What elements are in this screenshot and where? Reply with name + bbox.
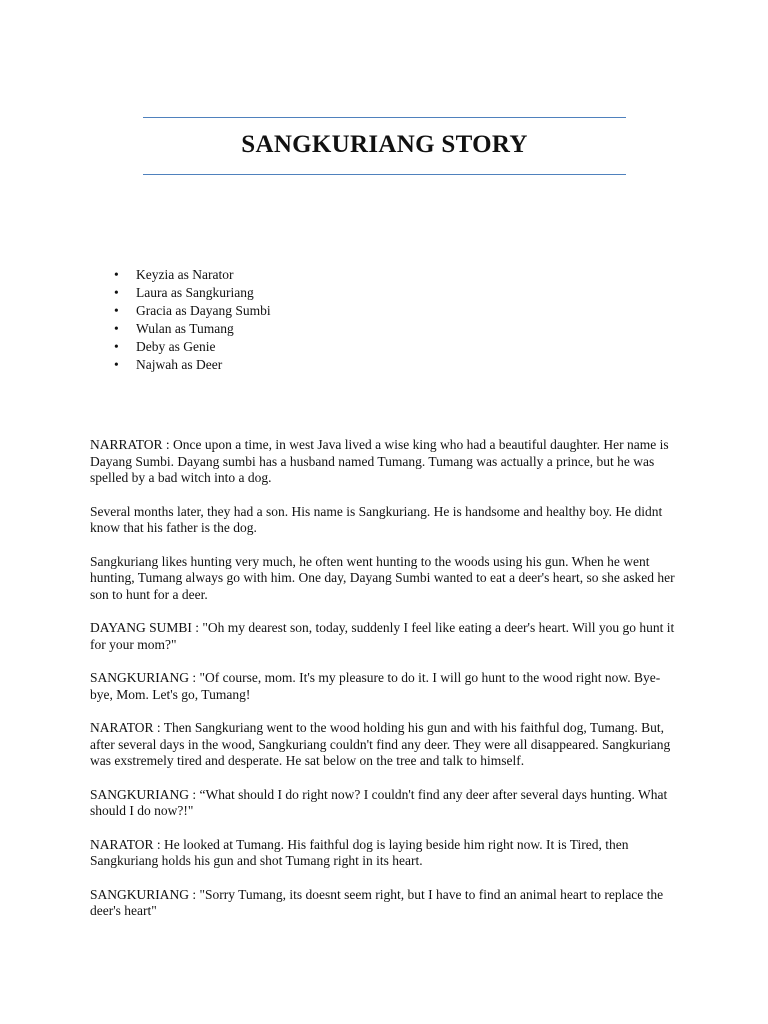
bullet-icon: •	[114, 303, 119, 318]
bullet-icon: •	[114, 321, 119, 336]
cast-list-item	[110, 302, 271, 320]
bullet-icon: •	[114, 285, 119, 300]
title-top-rule	[143, 117, 626, 118]
cast-entry: Deby as Genie	[136, 339, 216, 354]
script-paragraph: NARATOR : He looked at Tumang. His faithful dog is laying beside him right now. It is Tired, then Sangkuriang holds his gun and shot Tumang right in its heart.	[90, 836, 629, 868]
document-title: SANGKURIANG STORY	[241, 131, 528, 158]
cast-entry: Wulan as Tumang	[136, 321, 234, 336]
cast-entry: Gracia as Dayang Sumbi	[136, 303, 271, 318]
cast-list-item	[110, 284, 271, 302]
cast-list-item	[110, 356, 271, 374]
script-paragraph: SANGKURIANG : "Of course, mom. It's my pleasure to do it. I will go hunt to the wood right now. Bye-bye, Mom. Let's go, Tumang!	[90, 670, 661, 702]
cast-list	[110, 266, 271, 374]
script-paragraph: Several months later, they had a son. His name is Sangkuriang. He is handsome and healthy boy. He didnt know that his father is the dog.	[90, 503, 663, 535]
cast-entry: Keyzia as Narator	[136, 267, 234, 282]
script-paragraph: NARRATOR : Once upon a time, in west Java lived a wise king who had a beautiful daughter. Her name is Dayang Sumbi. Dayang sumbi has a husband named Tumang. Tumang was actually a prince, but he was spelled by a bad witch into a dog.	[90, 437, 669, 485]
cast-list-item	[110, 266, 271, 284]
script-paragraph: SANGKURIANG : "Sorry Tumang, its doesnt seem right, but I have to find an animal heart to replace the deer's heart"	[90, 886, 664, 918]
cast-entry: Laura as Sangkuriang	[136, 285, 254, 300]
bullet-icon: •	[114, 339, 119, 354]
cast-list-item	[110, 338, 271, 356]
script-paragraph: NARATOR : Then Sangkuriang went to the wood holding his gun and with his faithful dog, Tumang. But, after several days in the wood, Sangkuriang couldn't find any deer. They were all disappeared. Sangkuriang was exstremely tired and desperate. He sat below on the tree and talk to himself.	[90, 720, 671, 768]
bullet-icon: •	[114, 267, 119, 282]
script-paragraph: SANGKURIANG : “What should I do right now? I couldn't find any deer after several days hunting. What should I do now?!"	[90, 786, 668, 818]
title-bottom-rule	[143, 174, 626, 175]
bullet-icon: •	[114, 357, 119, 372]
script-paragraph: Sangkuriang likes hunting very much, he often went hunting to the woods using his gun. When he went hunting, Tumang always go with him. One day, Dayang Sumbi wanted to eat a deer's heart, so she asked her son to hunt for a deer.	[90, 553, 675, 602]
script-body	[90, 437, 680, 937]
cast-entry: Najwah as Deer	[136, 357, 223, 372]
script-paragraph: DAYANG SUMBI : "Oh my dearest son, today, suddenly I feel like eating a deer's heart. Will you go hunt it for your mom?"	[90, 620, 675, 652]
cast-list-item	[110, 320, 271, 338]
